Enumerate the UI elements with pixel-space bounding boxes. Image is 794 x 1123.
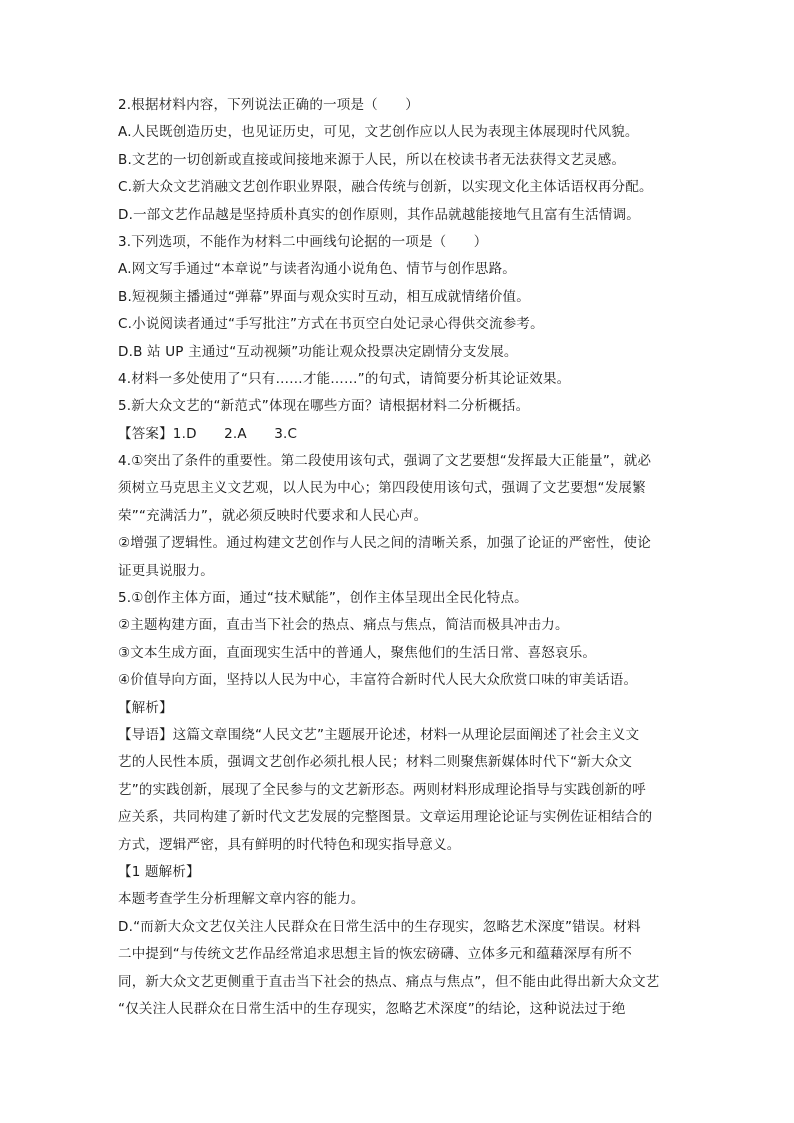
document-body xyxy=(118,92,660,1023)
question-1-analysis-intro: 本题考查学生分析理解文章内容的能力。 xyxy=(118,891,365,908)
answer-5-line-1: 5.①创作主体方面，通过“技术赋能”，创作主体呈现出全民化特点。 xyxy=(118,590,528,607)
question-1-analysis-line-3: 同，新大众文艺更侧重于直击当下社会的热点、痛点与焦点”，但不能由此得出新大众文艺 xyxy=(118,973,660,990)
question-1-analysis-line-1: D.“而新大众文艺仅关注人民群众在日常生活中的生存现实，忽略艺术深度”错误。材料 xyxy=(118,918,641,935)
intro-line-1: 【导语】这篇文章围绕“人民文艺”主题展开论述，材料一从理论层面阐述了社会主义文 xyxy=(118,726,640,743)
answer-4-line-3: 荣”“充满活力”，就必须反映时代要求和人民心声。 xyxy=(118,507,428,524)
intro-line-2: 艺的人民性本质，强调文艺创作必须扎根人民；材料二则聚焦新媒体时代下“新大众文 xyxy=(118,754,633,771)
question-5-stem: 5.新大众文艺的“新范式”体现在哪些方面？请根据材料二分析概括。 xyxy=(118,398,530,415)
answer-key: 【答案】1.D 2.A 3.C xyxy=(118,425,298,442)
answer-4-line-1: 4.①突出了条件的重要性。第二段使用该句式，强调了文艺要想“发挥最大正能量”，就必 xyxy=(118,453,652,470)
intro-line-3: 艺”的实践创新，展现了全民参与的文艺新形态。两则材料形成理论指导与实践创新的呼 xyxy=(118,781,646,798)
question-3-stem: 3.下列选项，不能作为材料二中画线句论据的一项是（ ） xyxy=(118,233,488,250)
answer-5-line-2: ②主题构建方面，直击当下社会的热点、痛点与焦点，简洁而极具冲击力。 xyxy=(118,617,569,634)
question-2-option-b: B.文艺的一切创新或直接或间接地来源于人民，所以在校读书者无法获得文艺灵感。 xyxy=(118,151,626,168)
question-3-option-c: C.小说阅读者通过“手写批注”方式在书页空白处记录心得供交流参考。 xyxy=(118,316,544,333)
question-2-stem: 2.根据材料内容，下列说法正确的一项是（ ） xyxy=(118,97,419,113)
answer-5-line-4: ④价值导向方面，坚持以人民为中心，丰富符合新时代人民大众欣赏口味的审美话语。 xyxy=(118,672,638,689)
intro-line-4: 应关系，共同构建了新时代文艺发展的完整图景。文章运用理论论证与实例佐证相结合的 xyxy=(118,809,653,826)
question-1-analysis-line-2: 二中提到“与传统文艺作品经常追求思想主旨的恢宏磅礴、立体多元和蕴藉深厚有所不 xyxy=(118,946,633,963)
intro-line-5: 方式，逻辑严密，具有鲜明的时代特色和现实指导意义。 xyxy=(118,836,461,853)
question-2-option-c: C.新大众文艺消融文艺创作职业界限，融合传统与创新，以实现文化主体话语权再分配。 xyxy=(118,179,653,196)
question-2-option-d: D.一部文艺作品越是坚持质朴真实的创作原则，其作品就越能接地气且富有生活情调。 xyxy=(118,206,640,223)
answer-4-line-5: 证更具说服力。 xyxy=(118,562,214,579)
question-4-stem: 4.材料一多处使用了“只有……才能……”的句式，请简要分析其论证效果。 xyxy=(118,370,571,387)
question-3-option-d: D.B 站 UP 主通过“互动视频”功能让观众投票决定剧情分支发展。 xyxy=(118,343,518,360)
question-1-analysis-heading: 【1 题解析】 xyxy=(118,863,200,880)
answer-5-line-3: ③文本生成方面，直面现实生活中的普通人，聚焦他们的生活日常、喜怒哀乐。 xyxy=(118,644,597,661)
question-3-option-b: B.短视频主播通过“弹幕”界面与观众实时互动，相互成就情绪价值。 xyxy=(118,288,530,305)
answer-4-line-4: ②增强了逻辑性。通过构建文艺创作与人民之间的清晰关系，加强了论证的严密性，使论 xyxy=(118,535,651,552)
question-2-option-a: A.人民既创造历史，也见证历史，可见，文艺创作应以人民为表现主体展现时代风貌。 xyxy=(118,124,639,141)
question-3-option-a: A.网文写手通过“本章说”与读者沟通小说角色、情节与创作思路。 xyxy=(118,261,516,278)
question-1-analysis-line-4: “仅关注人民群众在日常生活中的生存现实，忽略艺术深度”的结论，这种说法过于绝 xyxy=(118,1000,626,1017)
analysis-heading: 【解析】 xyxy=(118,699,173,716)
answer-4-line-2: 须树立马克思主义文艺观，以人民为中心；第四段使用该句式，强调了文艺要想“发展繁 xyxy=(118,480,646,497)
